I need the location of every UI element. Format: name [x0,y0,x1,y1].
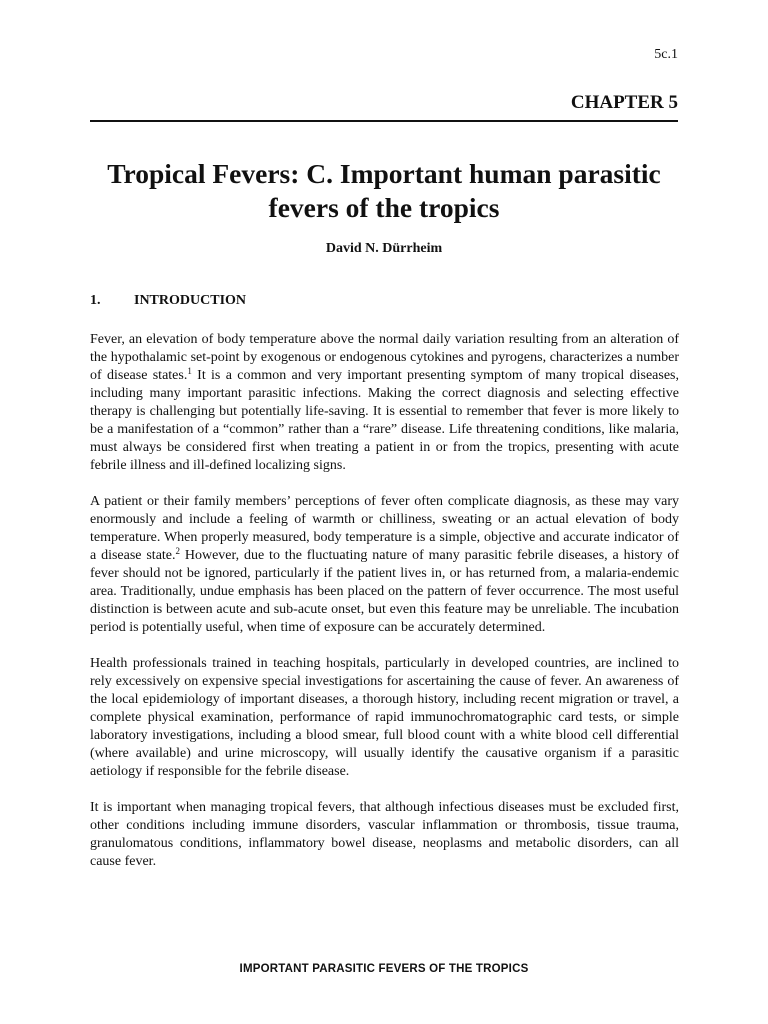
paragraph [90,493,679,637]
page-number: 5c.1 [654,47,678,62]
title-line: Tropical Fevers: C. Important human parasitic [107,158,661,189]
body-text [90,331,679,889]
chapter-heading: CHAPTER 5 [90,92,678,122]
running-footer: IMPORTANT PARASITIC FEVERS OF THE TROPICS [239,963,529,975]
author-name: David N. Dürrheim [325,241,443,256]
title-line: fevers of the tropics [268,192,500,223]
section-title: INTRODUCTION [134,293,247,308]
paragraph: It is important when managing tropical fevers, that although infectious diseases must be excluded first, other conditions including immune disorders, vascular inflammation or thrombosis, tissue trauma, granulomatous conditions, inflammatory bowel disease, neoplasms and metabolic disorders, can all cause fever. [90,800,679,869]
paragraph-text: A patient or their family members’ perceptions of fever often complicate diagnosis, as these may vary enormously and include a feeling of warmth or chilliness, sweating or an actual elevation of body temperature. When properly measured, body temperature is a simple, objective and accurate indicator of a disease state. [90,494,679,563]
footnote-ref: 2 [175,546,181,556]
paragraph [90,331,679,475]
document-title [90,157,678,225]
paragraph-text: It is a common and very important presenting symptom of many tropical diseases, including many important parasitic infections. Making the correct diagnosis and selecting effective therapy is challenging but potentially life-saving. It is essential to remember that fever is more likely to be a manifestation of a “common” rather than a “rare” disease. Life threatening conditions, like malaria, must always be considered first when treating a patient in or from the tropics, presenting with acute febrile illness and ill-defined localizing signs. [90,368,679,473]
section-number: 1. [90,293,101,308]
paragraph-text: Fever, an elevation of body temperature above the normal daily variation resulting from an alteration of the hypothalamic set-point by exogenous or endogenous cytokines and pyrogens, characterizes a number of disease states. [90,332,679,383]
paragraph-text: However, due to the fluctuating nature of many parasitic febrile diseases, a history of fever should not be ignored, particularly if the patient lives in, or has returned from, a malaria-endemic area. Traditionally, undue emphasis has been placed on the pattern of fever occurrence. The most useful distinction is between acute and sub-acute onset, but even this feature may be unreliable. The incubation period is potentially useful, when time of exposure can be accurately determined. [90,548,679,635]
paragraph: Health professionals trained in teaching hospitals, particularly in developed countries, are inclined to rely excessively on expensive special investigations for ascertaining the cause of fever. An awareness of the local epidemiology of important diseases, a thorough history, including recent migration or travel, a complete physical examination, performance of rapid immunochromatographic card tests, or simple laboratory investigations, including a blood smear, full blood count with a white blood cell differential (where available) and urine microscopy, will usually identify the causative organism if a parasitic aetiology if responsible for the febrile disease. [90,656,679,779]
footnote-ref: 1 [187,366,192,376]
section-heading [90,293,246,309]
